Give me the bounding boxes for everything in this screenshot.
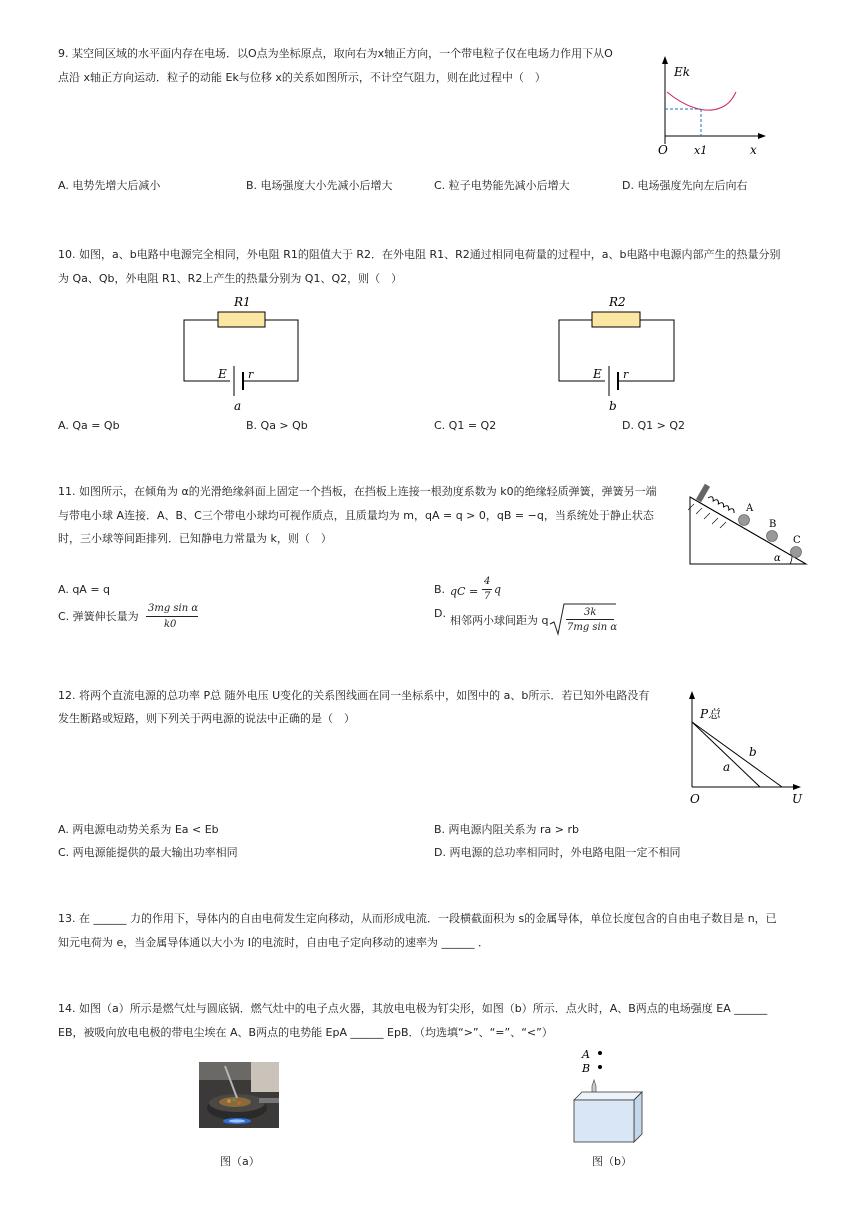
- q12-graph-x-label: U: [792, 792, 803, 806]
- q10-resistor-r1: [218, 312, 265, 327]
- q12-graph-line-b-label: b: [749, 745, 757, 759]
- q10-option-c[interactable]: C. Q1 = Q2: [434, 419, 497, 432]
- q9-ek-x-graph: [650, 52, 770, 160]
- q9-option-d[interactable]: D. 电场强度先向左后向右: [622, 179, 748, 192]
- q10-stem-line2: 为 Qa、Qb，外电阻 R1、R2上产生的热量分别为 Q1、Q2，则（ ）: [58, 272, 403, 285]
- q12-line-b: [692, 722, 782, 787]
- q12-option-b[interactable]: B. 两电源内阻关系为 ra > rb: [434, 823, 580, 836]
- q10-label-emf-a: E: [218, 367, 227, 381]
- q11-stem-line2: 与带电小球 A连接．A、B、C三个带电小球均可视作质点，且质量均为 m，qA = q > 0，qB = −q，当系统处于静止状态: [58, 509, 654, 522]
- q14-figure-a-caption: 图（a）: [220, 1155, 260, 1168]
- q10-resistor-r2: [592, 312, 640, 327]
- q11-ball-b: [767, 531, 778, 542]
- q10-label-emf-b: E: [593, 367, 602, 381]
- q10-label-r1: R1: [234, 295, 251, 309]
- q9-option-b[interactable]: B. 电场强度大小先减小后增大: [246, 179, 393, 192]
- q14-stem-line1: 14. 如图（a）所示是燃气灶与圆底锅．燃气灶中的电子点火器，其放电电极为钉尖形，如图（b）所示．点火时，A、B两点的电场强度 EA ______: [58, 1002, 768, 1015]
- q14-point-a-label: A: [582, 1048, 590, 1061]
- q14-point-b: [598, 1065, 602, 1069]
- q12-graph-y-label: P总: [700, 707, 721, 721]
- q14-block: [574, 1100, 634, 1142]
- q11-ball-b-label: B: [769, 519, 777, 530]
- q11-stem-line1: 11. 如图所示，在倾角为 α的光滑绝缘斜面上固定一个挡板，在挡板上连接一根劲度系数为 k0的绝缘轻质弹簧，弹簧另一端: [58, 485, 657, 498]
- q10-option-b[interactable]: B. Qa > Qb: [246, 419, 308, 432]
- q10-caption-a: a: [234, 399, 242, 413]
- q11-option-a[interactable]: A. qA = q: [58, 583, 111, 596]
- q9-graph-origin: O: [658, 143, 668, 157]
- q10-stem-line1: 10. 如图，a、b电路中电源完全相同，外电阻 R1的阻值大于 R2．在外电阻 R1、R2通过相同电荷量的过程中，a、b电路中电源内部产生的热量分别: [58, 248, 781, 261]
- q11-incline-figure: [686, 480, 812, 568]
- q10-label-r2: R2: [609, 295, 626, 309]
- q12-graph-origin: O: [690, 792, 700, 806]
- q10-circuit-a: [176, 290, 308, 415]
- q9-graph-y-label: Ek: [674, 65, 691, 79]
- q11-stem-line3: 时，三小球等间距排列．已知静电力常量为 k，则（ ）: [58, 532, 332, 545]
- q11-ball-a-label: A: [746, 503, 754, 514]
- q12-stem-line1: 12. 将两个直流电源的总功率 P总 随外电压 U变化的关系图线画在同一坐标系中，如图中的 a、b所示．若已知外电路没有: [58, 689, 650, 702]
- q11-angle-label: α: [774, 553, 781, 564]
- q11-option-c[interactable]: C. 弹簧伸长量为 3mg sin α k0: [58, 603, 199, 630]
- q12-graph-line-a-label: a: [723, 760, 731, 774]
- q9-option-a[interactable]: A. 电势先增大后减小: [58, 179, 161, 192]
- q9-stem-line1: 9. 某空间区域的水平面内存在电场．以O点为坐标原点，取向右为x轴正方向，一个带电粒子仅在电场力作用下从O: [58, 47, 613, 60]
- q14-point-b-label: B: [582, 1062, 591, 1075]
- q11-ball-a: [739, 515, 750, 526]
- q14-figure-b-caption: 图（b）: [592, 1155, 632, 1168]
- q12-power-voltage-graph: [684, 686, 808, 808]
- q13-stem-line2: 知元电荷为 e，当金属导体通以大小为 I的电流时，自由电子定向移动的速率为 ______ ．: [58, 936, 489, 949]
- q12-stem-line2: 发生断路或短路，则下列关于两电源的说法中正确的是（ ）: [58, 712, 355, 725]
- q12-option-a[interactable]: A. 两电源电动势关系为 Ea < Eb: [58, 823, 219, 836]
- q14-stem-line2: EB，被吸向放电电极的带电尘埃在 A、B两点的电势能 EpA ______ EpB．（均选填“>”、“=”、“<”）: [58, 1026, 553, 1039]
- q10-label-r-b: r: [623, 368, 629, 381]
- q14-point-a: [598, 1051, 602, 1055]
- q12-option-d[interactable]: D. 两电源的总功率相同时，外电路电阻一定不相同: [434, 846, 681, 859]
- q9-graph-x1-label: x1: [694, 144, 708, 157]
- q9-option-c[interactable]: C. 粒子电势能先减小后增大: [434, 179, 570, 192]
- q10-label-r-a: r: [248, 368, 254, 381]
- q11-ball-c-label: C: [793, 535, 801, 546]
- q10-circuit-b: [552, 290, 684, 415]
- q12-option-c[interactable]: C. 两电源能提供的最大输出功率相同: [58, 846, 238, 859]
- q11-baffle-plate: [696, 484, 710, 503]
- q9-graph-x-label: x: [750, 143, 757, 157]
- q10-option-d[interactable]: D. Q1 > Q2: [622, 419, 685, 432]
- q13-stem-line1: 13. 在 ______ 力的作用下，导体内的自由电荷发生定向移动，从而形成电流．一段横截面积为 s的金属导体，单位长度包含的自由电子数目是 n，已: [58, 912, 777, 925]
- q11-ball-c: [791, 547, 802, 558]
- stove-wok-photo: [199, 1062, 279, 1128]
- q10-option-a[interactable]: A. Qa = Qb: [58, 419, 120, 432]
- q9-stem-line2: 点沿 x轴正方向运动．粒子的动能 Ek与位移 x的关系如图所示，不计空气阻力，则在此过程中（ ）: [58, 71, 546, 84]
- q14-electrode-figure: [566, 1044, 650, 1146]
- q11-option-d[interactable]: D. 相邻两小球间距为 q 3k 7mg sin α: [434, 602, 654, 638]
- q10-caption-b: b: [609, 399, 617, 413]
